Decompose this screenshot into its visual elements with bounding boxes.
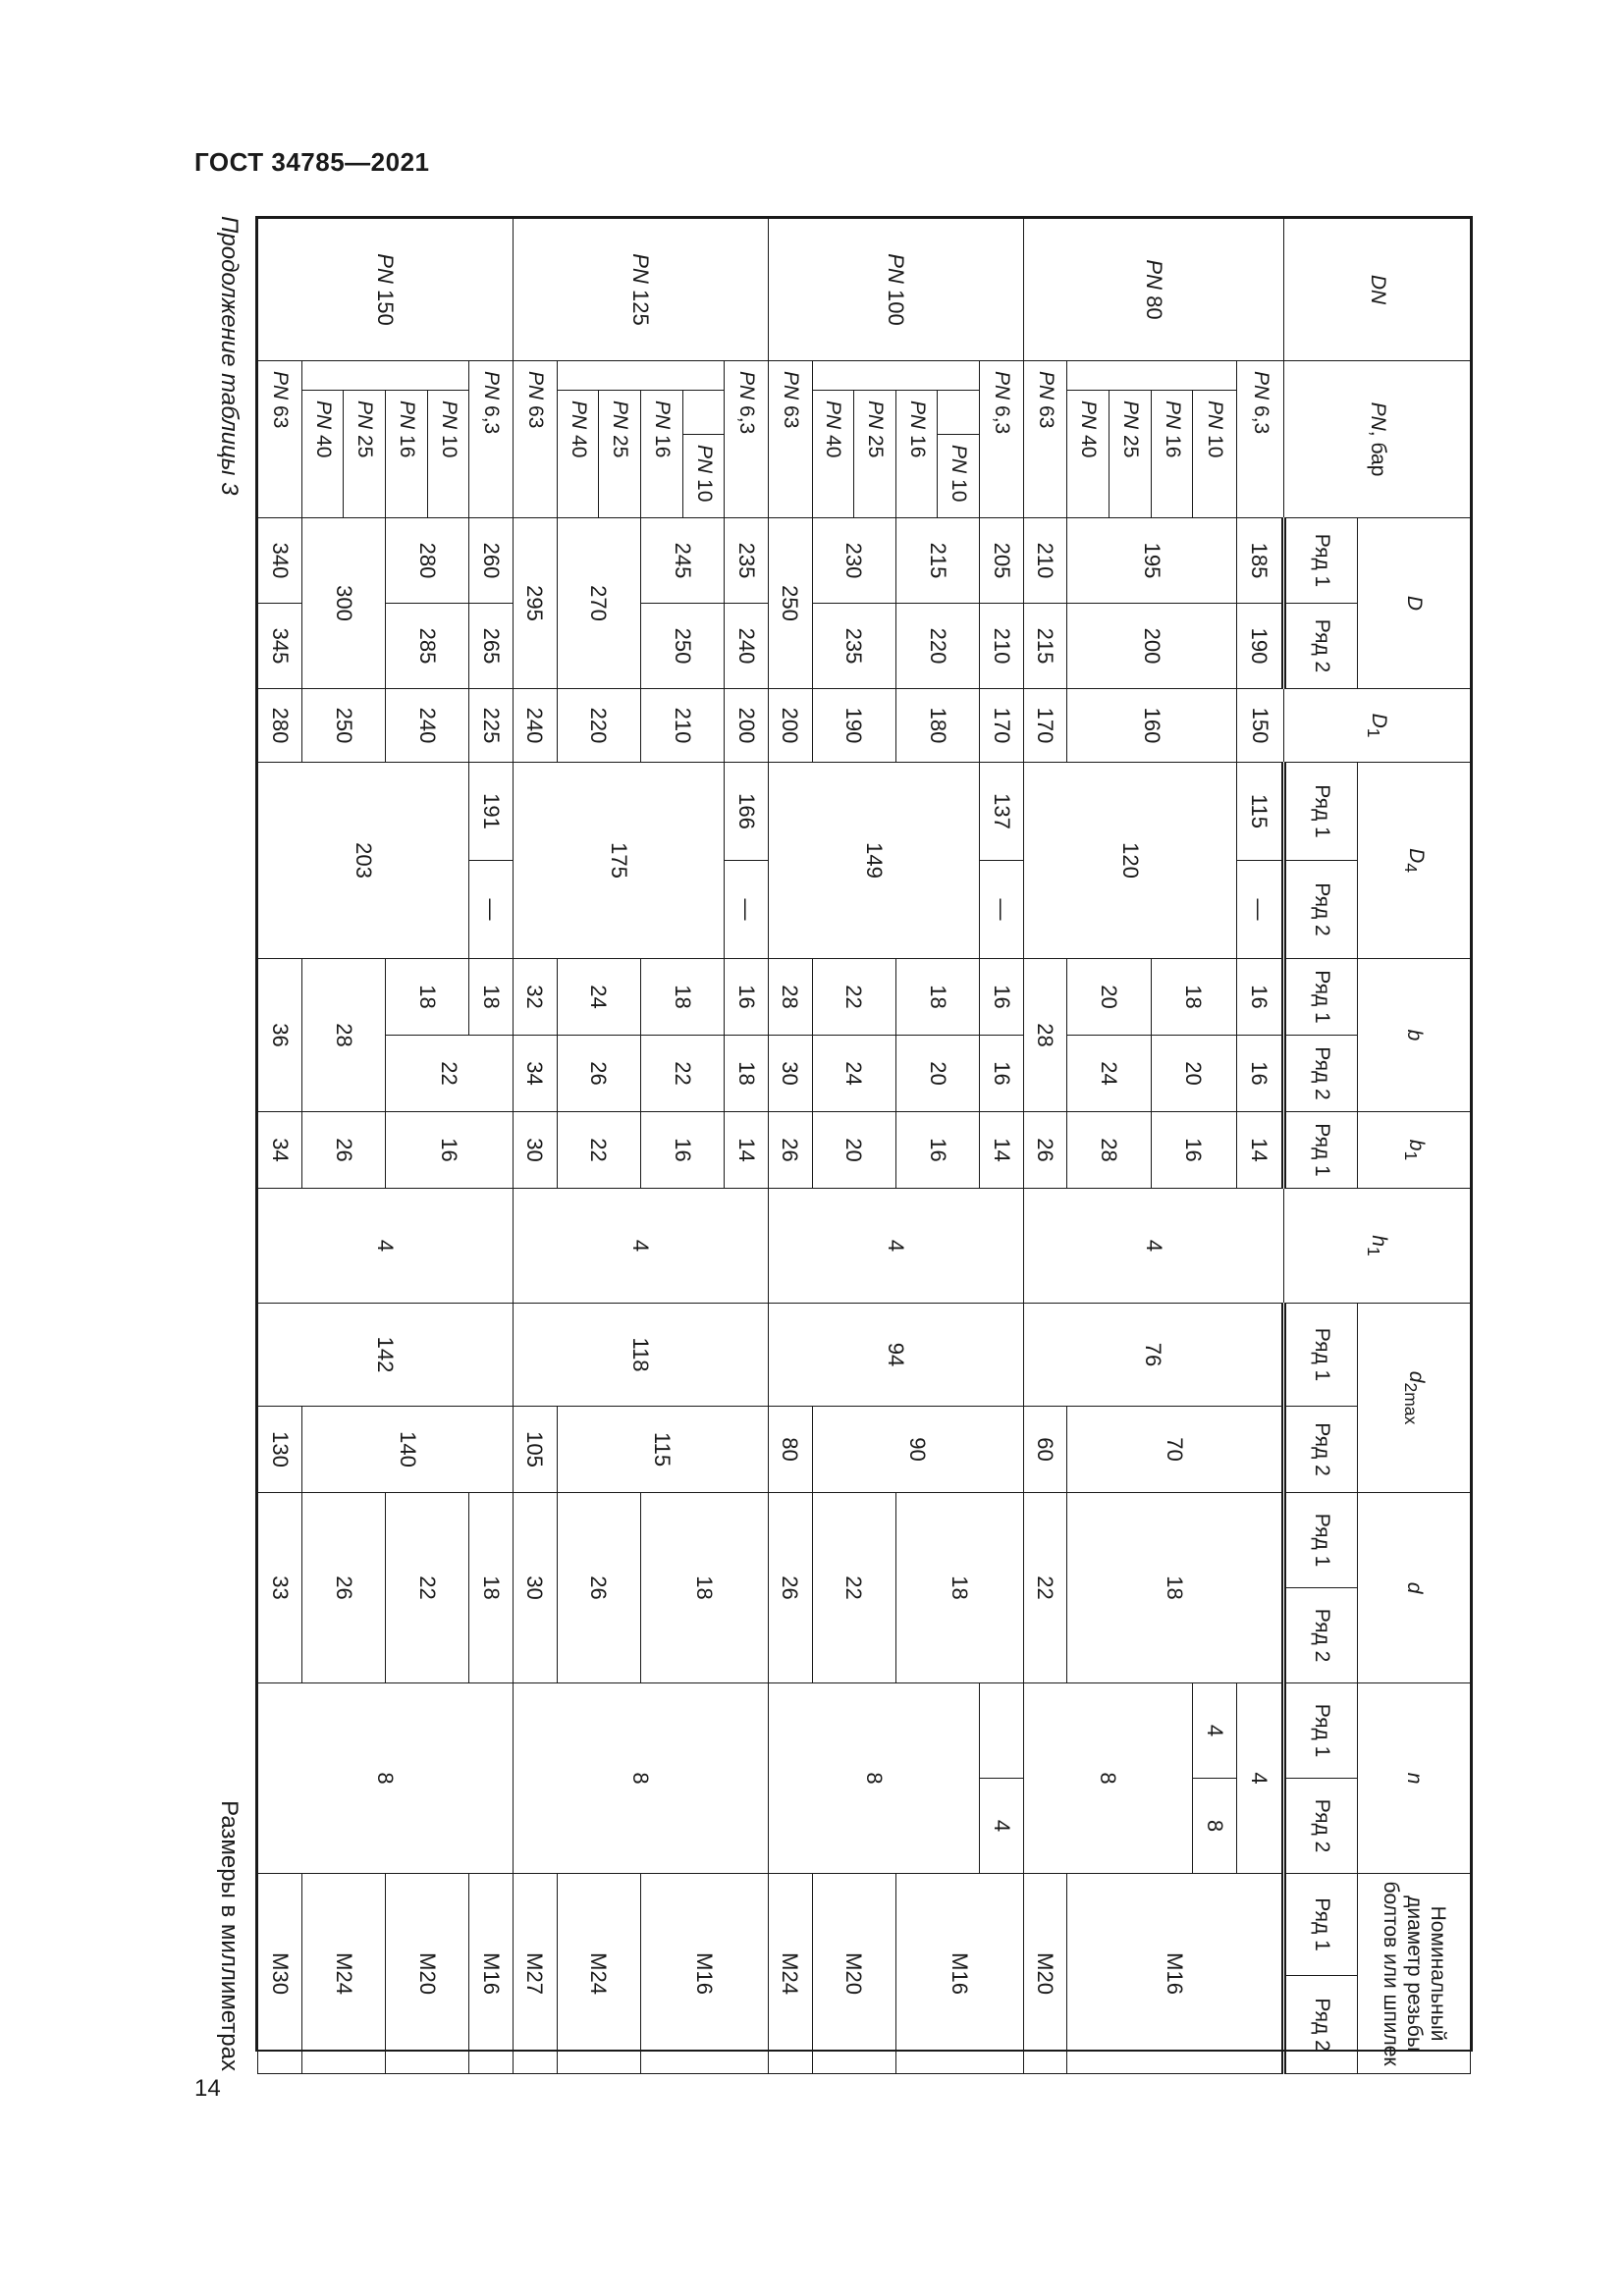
cell: 280 (386, 518, 469, 604)
pn-cell: PN 25 (854, 391, 896, 518)
header-row1: Ряд 1 (1284, 959, 1358, 1036)
table-frame (255, 216, 1473, 2066)
cell: 340 (258, 518, 302, 604)
cell: 285 (386, 604, 469, 689)
cell: 8 (1193, 1779, 1237, 1874)
cell: 160 (1067, 689, 1237, 763)
cell: 18 (640, 959, 724, 1036)
cell: 30 (768, 1036, 812, 1112)
header-b1: $b_1$ (1358, 1112, 1471, 1189)
cell: 22 (1023, 1493, 1067, 1683)
cell: 76 (1023, 1304, 1283, 1407)
pn-cell: PN 10 (427, 391, 469, 518)
cell: 265 (469, 604, 514, 689)
pn-cell: PN 10 (1193, 391, 1237, 518)
cell: 270 (557, 518, 640, 689)
cell: 4 (1193, 1683, 1237, 1779)
cell: M30 (258, 1874, 302, 2074)
cell: 220 (557, 689, 640, 763)
cell: M16 (469, 1874, 514, 2074)
cell: 16 (640, 1112, 724, 1189)
cell: 16 (980, 1036, 1024, 1112)
cell: M16 (895, 1874, 1023, 2074)
header-row2: Ряд 2 (1284, 1779, 1358, 1874)
cell: 20 (1067, 959, 1151, 1036)
dn-cell: PN 80 (1023, 219, 1283, 361)
pn-cell: PN 16 (1151, 391, 1193, 518)
cell: 210 (640, 689, 724, 763)
cell: 240 (725, 604, 769, 689)
header-row1: Ряд 1 (1284, 1874, 1358, 1976)
cell: 8 (258, 1683, 514, 1874)
cell: 18 (1067, 1493, 1284, 1683)
cell: 235 (812, 604, 895, 689)
pn-cell: PN 25 (1110, 391, 1152, 518)
cell: 32 (514, 959, 558, 1036)
cell: 345 (258, 604, 302, 689)
cell: 60 (1023, 1407, 1067, 1493)
cell: 90 (812, 1407, 1023, 1493)
cell: 18 (1151, 959, 1236, 1036)
header-row2: Ряд 2 (1284, 604, 1358, 689)
cell: M20 (386, 1874, 469, 2074)
dn-cell: PN 125 (514, 219, 769, 361)
pn-cell: PN 25 (344, 391, 386, 518)
cell: — (725, 861, 769, 959)
cell: 4 (514, 1189, 769, 1304)
cell: 34 (514, 1036, 558, 1112)
cell: 20 (895, 1036, 979, 1112)
cell: 295 (514, 518, 558, 689)
table-row (1236, 219, 1283, 2074)
header-d-outer: D (1358, 518, 1471, 689)
cell: 115 (557, 1407, 768, 1493)
cell: 118 (514, 1304, 769, 1407)
cell: 150 (1236, 689, 1283, 763)
cell: — (1236, 861, 1283, 959)
pn-cell: PN 40 (557, 391, 599, 518)
cell: 18 (725, 1036, 769, 1112)
pn-cell: PN 6,3 (980, 361, 1024, 518)
header-row1: Ряд 1 (1284, 518, 1358, 604)
cell: 115 (1236, 763, 1283, 861)
cell: 250 (301, 689, 385, 763)
cell: 250 (768, 518, 812, 689)
cell: 14 (1236, 1112, 1283, 1189)
rotated-table-block (211, 216, 1473, 2071)
cell: 24 (557, 959, 640, 1036)
dn-cell: PN 150 (258, 219, 514, 361)
cell-spacer (980, 1683, 1024, 1779)
cell: 22 (640, 1036, 724, 1112)
cell: 210 (980, 604, 1024, 689)
cell: 205 (980, 518, 1024, 604)
header-row2: Ряд 2 (1284, 861, 1358, 959)
cell: 195 (1067, 518, 1237, 604)
cell: 18 (640, 1493, 768, 1683)
table-row (938, 219, 980, 2074)
cell: 20 (812, 1112, 895, 1189)
cell: 14 (725, 1112, 769, 1189)
cell: 26 (768, 1112, 812, 1189)
cell: — (980, 861, 1024, 959)
cell: 26 (557, 1036, 640, 1112)
cell: 225 (469, 689, 514, 763)
cell: 18 (895, 959, 979, 1036)
cell: 26 (557, 1493, 640, 1683)
cell-spacer (938, 391, 980, 435)
header-h1: $h_1$ (1284, 1189, 1471, 1304)
pn-cell: PN 63 (514, 361, 558, 518)
header-dn: DN (1284, 219, 1471, 361)
cell: 245 (640, 518, 724, 604)
header-thread: Номинальный диаметр резьбы болтов или шпилек (1358, 1874, 1471, 2074)
cell: 203 (258, 763, 469, 959)
cell: 33 (258, 1493, 302, 1683)
cell: 175 (514, 763, 725, 959)
cell: 240 (386, 689, 469, 763)
header-row2: Ряд 2 (1284, 1976, 1358, 2074)
cell: 28 (768, 959, 812, 1036)
table-row (980, 219, 1024, 2074)
cell: 80 (768, 1407, 812, 1493)
dn-cell: PN 100 (768, 219, 1023, 361)
cell: M24 (301, 1874, 385, 2074)
units-label: Размеры в миллиметрах (216, 1800, 243, 2071)
cell: M24 (557, 1874, 640, 2074)
cell: 22 (812, 959, 895, 1036)
cell: 142 (258, 1304, 514, 1407)
cell-spacer (1067, 361, 1237, 391)
cell: 185 (1236, 518, 1283, 604)
cell: 120 (1023, 763, 1236, 959)
pn-cell: PN 6,3 (1236, 361, 1283, 518)
pn-cell: PN 16 (895, 391, 938, 518)
cell: M24 (768, 1874, 812, 2074)
cell: 8 (514, 1683, 769, 1874)
cell: 215 (895, 518, 979, 604)
cell-spacer (557, 361, 725, 391)
pn-cell: PN 16 (386, 391, 428, 518)
header-row1: Ряд 1 (1284, 1493, 1358, 1588)
cell: 190 (812, 689, 895, 763)
cell: 260 (469, 518, 514, 604)
cell: 94 (768, 1304, 1023, 1407)
cell: 230 (812, 518, 895, 604)
cell: 22 (386, 1036, 514, 1112)
pn-cell: PN 63 (258, 361, 302, 518)
cell: 200 (768, 689, 812, 763)
pn-cell: PN 40 (1067, 391, 1110, 518)
cell: 28 (301, 959, 385, 1112)
cell: 250 (640, 604, 724, 689)
cell: 34 (258, 1112, 302, 1189)
cell: 180 (895, 689, 979, 763)
cell: M16 (640, 1874, 768, 2074)
pn-cell: PN 63 (1023, 361, 1067, 518)
cell: 16 (980, 959, 1024, 1036)
cell: 18 (469, 959, 514, 1036)
cell: 22 (557, 1112, 640, 1189)
cell: 170 (1023, 689, 1067, 763)
pn-cell: PN 40 (301, 391, 344, 518)
cell: 220 (895, 604, 979, 689)
cell: — (469, 861, 514, 959)
cell: 4 (1023, 1189, 1283, 1304)
cell: 18 (895, 1493, 1023, 1683)
cell: 70 (1067, 1407, 1284, 1493)
cell: 215 (1023, 604, 1067, 689)
cell: 280 (258, 689, 302, 763)
header-d1: $D_1$ (1284, 689, 1471, 763)
header-pn: PN, бар (1284, 361, 1471, 518)
cell: 16 (1236, 1036, 1283, 1112)
cell: 18 (386, 959, 469, 1036)
cell: 130 (258, 1407, 302, 1493)
cell: 4 (980, 1779, 1024, 1874)
cell: 28 (1023, 959, 1067, 1112)
pn-cell: PN 10 (682, 435, 725, 518)
cell: 28 (1067, 1112, 1151, 1189)
continuation-label: Продолжение таблицы 3 (216, 216, 243, 496)
header-row1: Ряд 1 (1284, 1683, 1358, 1779)
cell: 191 (469, 763, 514, 861)
header-row2: Ряд 2 (1284, 1588, 1358, 1683)
pn-cell: PN 40 (812, 391, 854, 518)
header-d4: $D_4$ (1358, 763, 1471, 959)
pn-cell: PN 25 (599, 391, 641, 518)
table-row (725, 219, 769, 2074)
cell-spacer (301, 361, 469, 391)
cell: 149 (768, 763, 979, 959)
cell: 24 (812, 1036, 895, 1112)
header-row2: Ряд 2 (1284, 1407, 1358, 1493)
cell: 190 (1236, 604, 1283, 689)
header-row2: Ряд 2 (1284, 1036, 1358, 1112)
cell: 235 (725, 518, 769, 604)
table-row (1193, 219, 1237, 2074)
cell: M20 (1023, 1874, 1067, 2074)
pn-cell: PN 63 (768, 361, 812, 518)
cell: 30 (514, 1112, 558, 1189)
cell: 8 (768, 1683, 979, 1874)
cell: M27 (514, 1874, 558, 2074)
cell: 210 (1023, 518, 1067, 604)
header-row1: Ряд 1 (1284, 1304, 1358, 1407)
cell-spacer (812, 361, 980, 391)
cell: 16 (1151, 1112, 1236, 1189)
cell: 300 (301, 518, 385, 689)
cell: 22 (812, 1493, 895, 1683)
pn-cell: PN 6,3 (469, 361, 514, 518)
cell: 16 (725, 959, 769, 1036)
cell: 16 (895, 1112, 979, 1189)
document-code: ГОСТ 34785—2021 (194, 147, 430, 177)
pn-cell: PN 16 (640, 391, 682, 518)
cell: 30 (514, 1493, 558, 1683)
cell: 8 (1023, 1683, 1193, 1874)
cell: 36 (258, 959, 302, 1112)
header-d2max: $d_{2max}$ (1358, 1304, 1471, 1493)
cell: 26 (301, 1493, 385, 1683)
cell: 16 (1236, 959, 1283, 1036)
header-row1: Ряд 1 (1284, 763, 1358, 861)
cell: 24 (1067, 1036, 1151, 1112)
header-row1: Ряд 1 (1284, 1112, 1358, 1189)
cell: M16 (1067, 1874, 1284, 2074)
cell: 4 (768, 1189, 1023, 1304)
cell: 26 (301, 1112, 385, 1189)
pn-cell: PN 10 (938, 435, 980, 518)
header-b: b (1358, 959, 1471, 1112)
cell: 140 (301, 1407, 513, 1493)
cell: 14 (980, 1112, 1024, 1189)
cell: M20 (812, 1874, 895, 2074)
header-d-hole: d (1358, 1493, 1471, 1683)
pn-cell: PN 6,3 (725, 361, 769, 518)
cell: 20 (1151, 1036, 1236, 1112)
cell: 22 (386, 1493, 469, 1683)
page-number: 14 (194, 2075, 221, 2102)
cell: 4 (258, 1189, 514, 1304)
cell: 240 (514, 689, 558, 763)
header-n: n (1358, 1683, 1471, 1874)
cell: 26 (768, 1493, 812, 1683)
cell: 18 (469, 1493, 514, 1683)
cell: 200 (1067, 604, 1237, 689)
cell: 166 (725, 763, 769, 861)
cell: 16 (386, 1112, 514, 1189)
cell: 4 (1236, 1683, 1283, 1874)
cell: 105 (514, 1407, 558, 1493)
cell: 137 (980, 763, 1024, 861)
flange-dimensions-table (257, 218, 1471, 2074)
cell: 200 (725, 689, 769, 763)
table-row (469, 219, 514, 2074)
cell: 26 (1023, 1112, 1067, 1189)
cell: 170 (980, 689, 1024, 763)
cell-spacer (682, 391, 725, 435)
